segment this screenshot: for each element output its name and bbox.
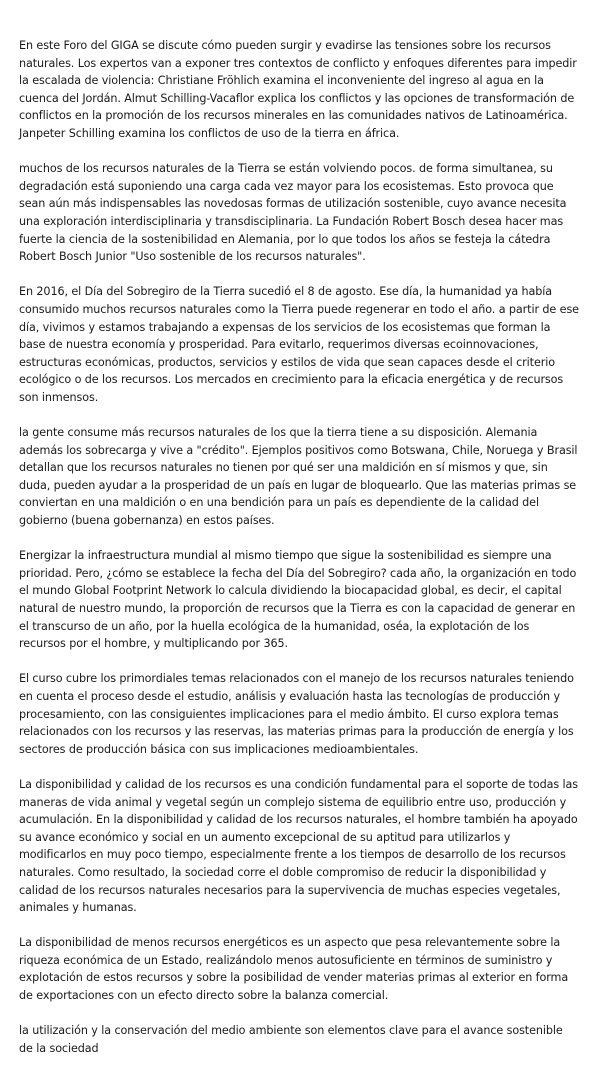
paragraph-overshoot-calculation: Energizar la infraestructura mundial al mismo tiempo que sigue la sostenibilidad es siempre una prioridad. Pero, ¿cómo se establece la fecha del Día del Sobregiro? cada año, la organización en todo el mundo Global Footprint Network lo calcula dividiendo la biocapacidad global, es decir, el capital natural de nuestro mundo, la proporción de recursos que la Tierra es con la capacidad de generar en el transcurso de un año, por la huella ecológica de la humanidad, oséa, la explotación de los recursos por el hombre, y multiplicando por 365. xyxy=(19,549,577,651)
paragraph-giga-forum: En este Foro del GIGA se discute cómo pueden surgir y evadirse las tensiones sobre los recursos naturales. Los expertos van a exponer tres contextos de conflicto y enfoques diferentes para impedir la escalada de violencia: Christiane Fröhlich examina el inconveniente del ingreso al agua en la cuenca del Jordán. Almut Schilling-Vacaflor explica los conflictos y las opciones de transformación de conflictos en la promoción de los recursos minerales en las comunidades nativos de Latinoamérica. Janpeter Schilling examina los conflictos de uso de la tierra en áfrica. xyxy=(19,39,577,140)
paragraph-energy-resources: La disponibilidad de menos recursos energéticos es un aspecto que pesa relevantemente sobre la riqueza económica de un Estado, realizándolo menos autosuficiente en términos de suministro y explotación de estos recursos y sobre la posibilidad de vender materias primas al exterior en forma de exportaciones con un efecto directo sobre la balanza comercial. xyxy=(19,936,569,1003)
paragraph-resource-curse: la gente consume más recursos naturales de los que la tierra tiene a su disposición. Alemania además los sobrecarga y vive a "crédito". Ejemplos positivos como Botswana, Chile, Noruega y Brasil detallan que los recursos naturales no tienen por qué ser una maldición en sí mismos y que, sin duda, pueden ayudar a la prosperidad de un país en lugar de bloquearlo. Que las materias primas se conviertan en una maldición o en una bendición para un país es dependiente de la calidad del gobierno (buena gobernanza) en estos países. xyxy=(19,426,578,528)
paragraph-resource-availability: La disponibilidad y calidad de los recursos es una condición fundamental para el soporte de todas las maneras de vida animal y vegetal según un complejo sistema de equilibrio entre uso, producción y acumulación. En la disponibilidad y calidad de los recursos naturales, el hombre también ha apoyado su avance económico y social en un aumento excepcional de su aptitud para utilizarlos y modificarlos en muy poco tiempo, especialmente frente a los tiempos de desarrollo de los recursos naturales. Como resultado, la sociedad corre el doble compromiso de reducir la disponibilidad y calidad de los recursos naturales necesarios para la supervivencia de muchas especies vegetales, animales y humanas. xyxy=(19,777,579,915)
paragraph-environment-conservation: la utilización y la conservación del medio ambiente son elementos clave para el avance sostenible de la sociedad xyxy=(19,1024,563,1055)
paragraph-resource-scarcity: muchos de los recursos naturales de la Tierra se están volviendo pocos. de forma simultanea, su degradación está suponiendo una carga cada vez mayor para los ecosistemas. Esto provoca que sean aún más indispensables las novedosas formas de utilización sostenible, cuyo avance necesita una exploración interdisciplinaria y transdisciplinaria. La Fundación Robert Bosch desea hacer mas fuerte la ciencia de la sostenibilidad en Alemania, por lo que todos los años se festeja la cátedra Robert Bosch Junior "Uso sostenible de los recursos naturales". xyxy=(19,162,567,264)
document-body xyxy=(19,37,579,1075)
paragraph-overshoot-day-2016: En 2016, el Día del Sobregiro de la Tierra sucedió el 8 de agosto. Ese día, la humanidad ya había consumido muchos recursos naturales como la Tierra puede regenerar en todo el año. a partir de ese día, vivimos y estamos trabajando a expensas de los servicios de los ecosistemas que forman la base de nuestra economía y prosperidad. Para evitarlo, requerimos diversas ecoinnovaciones, estructuras económicas, productos, servicios y estilos de vida que sean capaces desde el criterio ecológico o de los recursos. Los mercados en crecimiento para la eficacia energética y de recursos son inmensos. xyxy=(19,285,579,404)
paragraph-course-description: El curso cubre los primordiales temas relacionados con el manejo de los recursos naturales teniendo en cuenta el proceso desde el estudio, análisis y evaluación hasta las tecnologías de producción y procesamiento, con las consiguientes implicaciones para el medio ámbito. El curso explora temas relacionados con los recursos y las reservas, las materias primas para la producción de energía y los sectores de producción básica con sus implicaciones medioambientales. xyxy=(19,672,574,756)
